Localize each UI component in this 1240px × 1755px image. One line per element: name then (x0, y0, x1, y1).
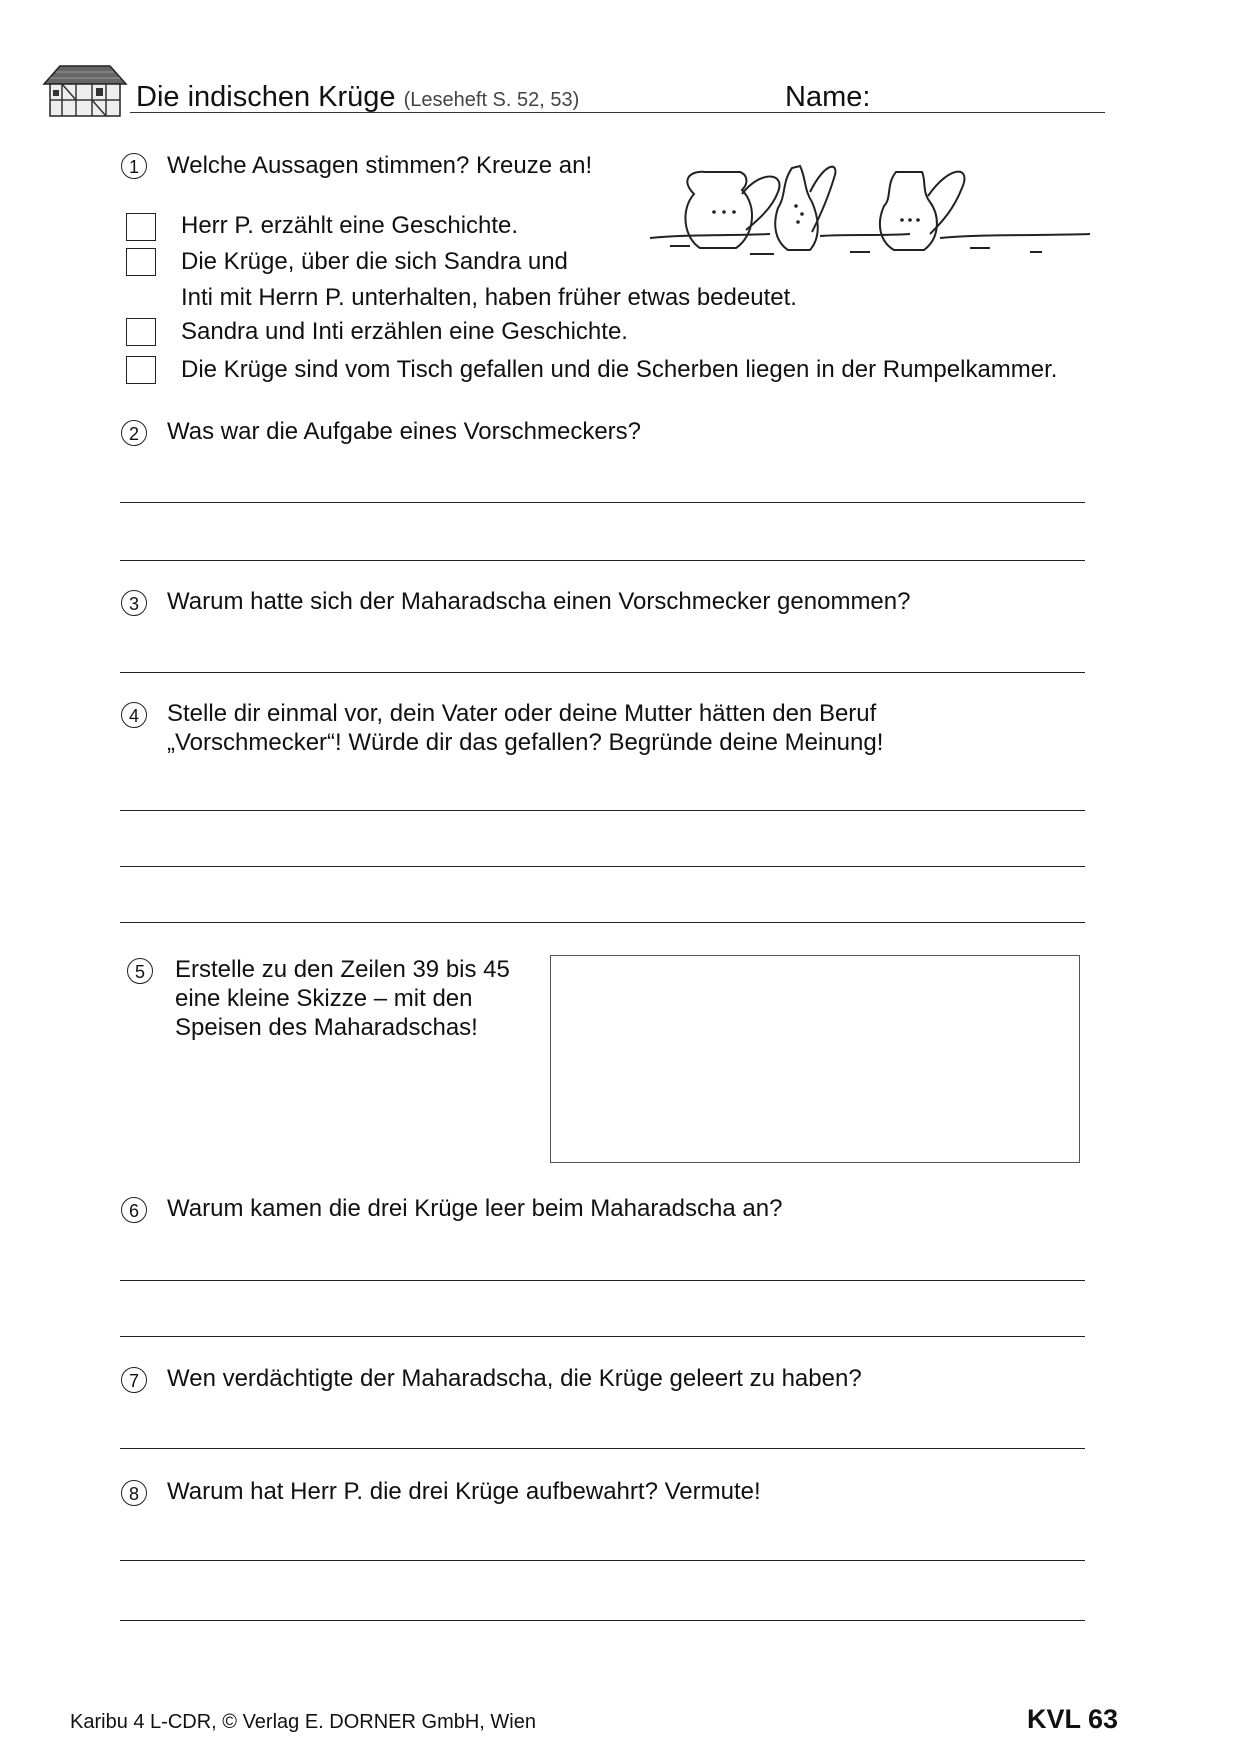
task-number-5: 5 (127, 958, 153, 984)
task-4-question-line-1: Stelle dir einmal vor, dein Vater oder deine Mutter hätten den Beruf (167, 700, 877, 727)
checkbox-statement-2[interactable] (126, 248, 156, 276)
answer-line[interactable] (120, 502, 1085, 503)
task-5-question-line-2: eine kleine Skizze – mit den (175, 985, 473, 1012)
checkbox-statement-4[interactable] (126, 356, 156, 384)
answer-line[interactable] (120, 810, 1085, 811)
task-2-question: Was war die Aufgabe eines Vorschmeckers? (167, 418, 642, 445)
sketch-box[interactable] (550, 955, 1080, 1163)
title-underline (130, 112, 1105, 113)
worksheet-title: Die indischen Krüge (136, 81, 396, 113)
task-1-question: Welche Aussagen stimmen? Kreuze an! (167, 152, 593, 179)
task-7-question: Wen verdächtigte der Maharadscha, die Krüge geleert zu haben? (167, 1365, 862, 1392)
task-number-7: 7 (121, 1367, 147, 1393)
name-label: Name: (785, 81, 871, 113)
task-number-6: 6 (121, 1197, 147, 1223)
statement-3: Sandra und Inti erzählen eine Geschichte. (181, 318, 628, 345)
house-icon (40, 60, 128, 120)
task-6-question: Warum kamen die drei Krüge leer beim Maharadscha an? (167, 1195, 783, 1222)
answer-line[interactable] (120, 1280, 1085, 1281)
source-reference: (Leseheft S. 52, 53) (403, 89, 580, 111)
task-8-question: Warum hat Herr P. die drei Krüge aufbewahrt? Vermute! (167, 1478, 761, 1505)
statement-4: Die Krüge sind vom Tisch gefallen und die Scherben liegen in der Rumpelkammer. (181, 356, 1058, 383)
checkbox-statement-3[interactable] (126, 318, 156, 346)
statement-1: Herr P. erzählt eine Geschichte. (181, 212, 519, 239)
task-4-question-line-2: „Vorschmecker“! Würde dir das gefallen? Begründe deine Meinung! (167, 729, 884, 756)
task-number-4: 4 (121, 702, 147, 728)
task-number-1: 1 (121, 153, 147, 179)
footer-code: KVL 63 (1027, 1704, 1119, 1734)
footer-copyright: Karibu 4 L-CDR, © Verlag E. DORNER GmbH, Wien (70, 1711, 536, 1733)
task-5-question-line-1: Erstelle zu den Zeilen 39 bis 45 (175, 956, 510, 983)
task-number-3: 3 (121, 590, 147, 616)
answer-line[interactable] (120, 1336, 1085, 1337)
task-number-8: 8 (121, 1480, 147, 1506)
statement-2-line-2: Inti mit Herrn P. unterhalten, haben früher etwas bedeutet. (181, 284, 797, 311)
answer-line[interactable] (120, 672, 1085, 673)
task-5-question-line-3: Speisen des Maharadschas! (175, 1014, 478, 1041)
answer-line[interactable] (120, 1560, 1085, 1561)
answer-line[interactable] (120, 1620, 1085, 1621)
answer-line[interactable] (120, 1448, 1085, 1449)
answer-line[interactable] (120, 866, 1085, 867)
checkbox-statement-1[interactable] (126, 213, 156, 241)
answer-line[interactable] (120, 922, 1085, 923)
task-number-2: 2 (121, 420, 147, 446)
task-3-question: Warum hatte sich der Maharadscha einen Vorschmecker genommen? (167, 588, 911, 615)
jugs-illustration (650, 150, 1090, 260)
answer-line[interactable] (120, 560, 1085, 561)
statement-2-line-1: Die Krüge, über die sich Sandra und (181, 248, 568, 275)
